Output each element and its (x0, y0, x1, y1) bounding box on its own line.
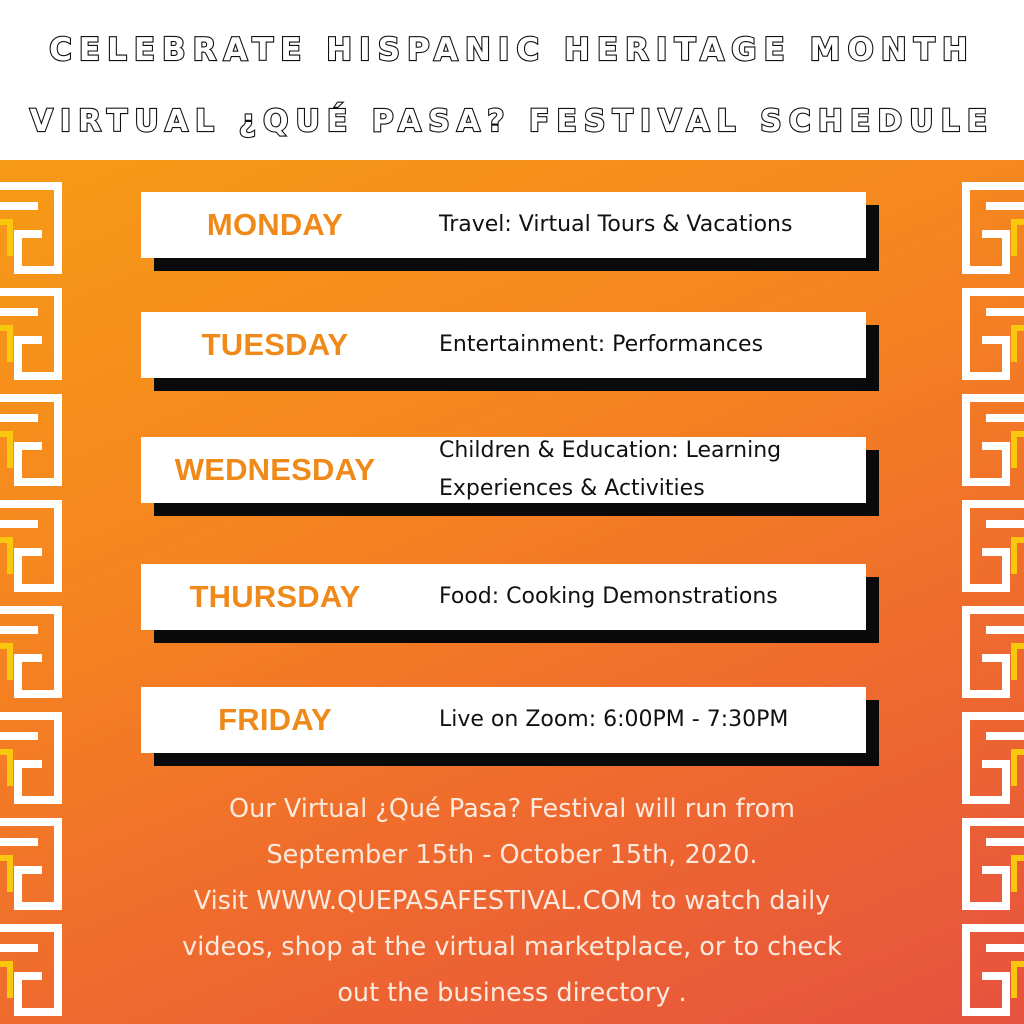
greek-key-border-right (944, 178, 1024, 1024)
day-label: MONDAY (206, 207, 344, 242)
schedule-row-thursday (141, 564, 879, 643)
schedule-card (141, 312, 866, 378)
greek-key-icon (944, 178, 1024, 1024)
schedule-row-wednesday (141, 437, 879, 516)
headline-heritage-month: CELEBRATE HISPANIC HERITAGE MONTH (49, 32, 975, 68)
festival-info-line: Our Virtual ¿Qué Pasa? Festival will run from (229, 794, 795, 824)
festival-info (92, 786, 932, 1016)
schedule-card (141, 437, 866, 503)
festival-website-line: Visit WWW.QUEPASAFESTIVAL.COM to watch daily (193, 886, 831, 916)
schedule-card (141, 192, 866, 258)
day-description: Food: Cooking Demonstrations (439, 584, 778, 609)
day-label: THURSDAY (189, 579, 361, 614)
schedule-row-monday (141, 192, 879, 271)
schedule-card (141, 687, 866, 753)
greek-key-border-left (0, 178, 80, 1024)
festival-dates-line: September 15th - October 15th, 2020. (266, 840, 758, 870)
day-description: Entertainment: Performances (439, 332, 764, 357)
headline-festival-schedule: VIRTUAL ¿QUÉ PASA? FESTIVAL SCHEDULE (29, 104, 995, 139)
day-label: TUESDAY (201, 327, 349, 362)
festival-info-line: out the business directory . (337, 978, 687, 1008)
day-description: Children & Education: Learning Experiences & Activities (439, 438, 782, 501)
festival-info-line: videos, shop at the virtual marketplace, or to check (182, 932, 842, 962)
day-label: FRIDAY (218, 702, 332, 737)
day-label: WEDNESDAY (174, 452, 376, 487)
schedule-row-friday (141, 687, 879, 766)
schedule-card (141, 564, 866, 630)
greek-key-icon (0, 178, 80, 1024)
day-description: Travel: Virtual Tours & Vacations (439, 212, 793, 237)
day-description: Live on Zoom: 6:00PM - 7:30PM (439, 707, 789, 732)
schedule-row-tuesday (141, 312, 879, 391)
